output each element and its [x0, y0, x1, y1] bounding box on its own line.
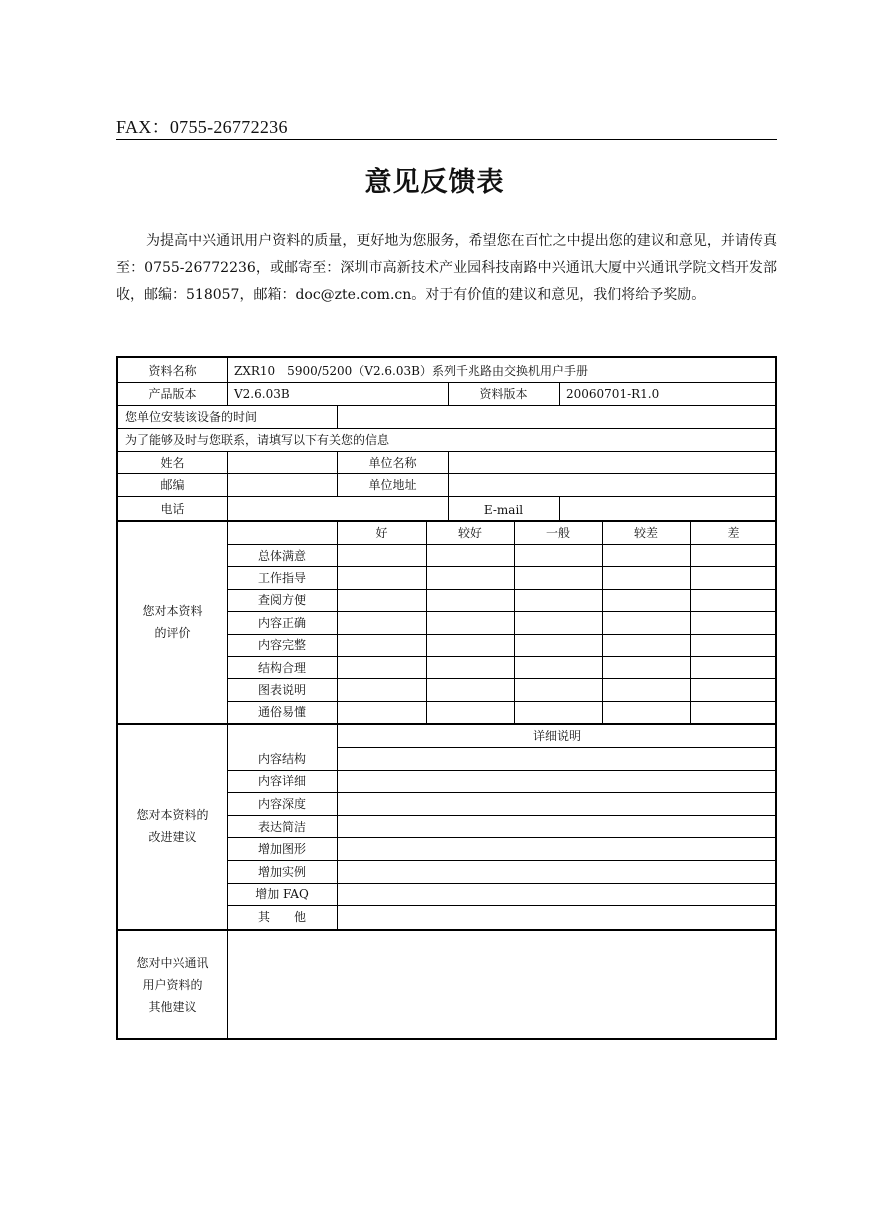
improvement-detail-field[interactable]	[337, 815, 777, 838]
fax-header: FAX：0755-26772236	[116, 117, 288, 137]
company-label: 单位名称	[368, 455, 417, 470]
rating-checkbox-cell[interactable]	[426, 566, 514, 588]
rating-checkbox-cell[interactable]	[602, 634, 690, 656]
improvement-row-label: 增加 FAQ	[255, 887, 309, 902]
improvement-label-line2: 改进建议	[148, 830, 197, 844]
rating-checkbox-cell[interactable]	[337, 656, 426, 678]
rating-checkbox-cell[interactable]	[690, 544, 777, 566]
rating-checkbox-cell[interactable]	[602, 544, 690, 566]
detail-header: 详细说明	[532, 729, 581, 743]
header-rule	[116, 139, 777, 140]
other-label-line1: 您对中兴通讯	[136, 956, 209, 970]
name-label: 姓名	[160, 455, 185, 470]
doc-name-value: ZXR10 5900/5200（V2.6.03B）系列千兆路由交换机用户手册	[234, 363, 588, 378]
improvement-row-label: 增加实例	[257, 864, 306, 879]
intro-paragraph: 为提高中兴通讯用户资料的质量，更好地为您服务，希望您在百忙之中提出您的建议和意见，并请传真至：0755-26772236，或邮寄至：深圳市高新技术产业园科技南路中兴通讯大厦中兴通讯学院文档开发部收，邮编：518057，邮箱：doc@zte.com.cn。对于有价值的建议和意见，我们将给予奖励。	[116, 233, 777, 303]
rating-checkbox-cell[interactable]	[514, 678, 602, 700]
phone-label: 电话	[160, 501, 185, 516]
improvement-row-label: 其 他	[257, 909, 306, 924]
improvement-detail-field[interactable]	[337, 792, 777, 815]
rating-column-header: 较好	[457, 526, 482, 540]
rating-column-header: 较差	[633, 526, 658, 540]
improvement-row-label: 增加图形	[257, 842, 306, 857]
rating-checkbox-cell[interactable]	[514, 701, 602, 723]
evaluation-row-label: 内容正确	[257, 615, 306, 630]
other-label-line2: 用户资料的	[142, 978, 203, 992]
evaluation-row-label: 工作指导	[257, 571, 306, 586]
doc-version-label: 资料版本	[479, 387, 528, 401]
evaluation-label-line1: 您对本资料	[142, 604, 203, 618]
feedback-form	[116, 356, 777, 1040]
rating-checkbox-cell[interactable]	[337, 544, 426, 566]
company-field[interactable]	[448, 451, 777, 473]
evaluation-section-label	[118, 521, 227, 723]
rating-checkbox-cell[interactable]	[602, 656, 690, 678]
improvement-row-label: 内容结构	[257, 751, 306, 766]
rating-checkbox-cell[interactable]	[690, 678, 777, 700]
rating-checkbox-cell[interactable]	[337, 701, 426, 723]
product-version-value: V2.6.03B	[234, 386, 290, 401]
other-label-line3: 其他建议	[148, 1000, 197, 1014]
improvement-row-label: 内容深度	[257, 796, 306, 811]
rating-checkbox-cell[interactable]	[514, 566, 602, 588]
improvement-detail-field[interactable]	[337, 747, 777, 770]
doc-version-value: 20060701-R1.0	[566, 386, 660, 401]
evaluation-label-line2: 的评价	[154, 626, 191, 640]
improvement-detail-field[interactable]	[337, 837, 777, 860]
doc-name-label: 资料名称	[148, 363, 197, 378]
rating-checkbox-cell[interactable]	[426, 656, 514, 678]
rating-checkbox-cell[interactable]	[602, 589, 690, 611]
rating-checkbox-cell[interactable]	[602, 701, 690, 723]
rating-checkbox-cell[interactable]	[602, 611, 690, 633]
evaluation-row-label: 查阅方便	[257, 593, 306, 608]
rating-checkbox-cell[interactable]	[690, 589, 777, 611]
rating-checkbox-cell[interactable]	[602, 566, 690, 588]
address-label: 单位地址	[368, 478, 417, 492]
rating-checkbox-cell[interactable]	[690, 701, 777, 723]
postcode-label: 邮编	[160, 478, 185, 492]
rating-column-header: 差	[727, 526, 740, 540]
rating-checkbox-cell[interactable]	[337, 634, 426, 656]
improvement-detail-field[interactable]	[337, 860, 777, 883]
rating-checkbox-cell[interactable]	[337, 611, 426, 633]
rating-checkbox-cell[interactable]	[426, 589, 514, 611]
rating-column-header: 一般	[545, 526, 570, 540]
postcode-field[interactable]	[227, 473, 337, 496]
improvement-row-label: 内容详细	[257, 774, 306, 789]
rating-checkbox-cell[interactable]	[690, 566, 777, 588]
improvement-detail-field[interactable]	[337, 905, 777, 928]
evaluation-row-label: 内容完整	[257, 638, 306, 653]
rating-checkbox-cell[interactable]	[514, 634, 602, 656]
other-section-label	[118, 930, 227, 1040]
rating-checkbox-cell[interactable]	[690, 611, 777, 633]
rating-checkbox-cell[interactable]	[337, 678, 426, 700]
rating-column-header: 好	[375, 526, 388, 540]
improvement-row-label: 表达简洁	[257, 819, 306, 834]
evaluation-row-label: 总体满意	[257, 548, 306, 563]
email-label: E-mail	[483, 503, 524, 517]
evaluation-row-label: 结构合理	[257, 660, 306, 675]
improvement-label-line1: 您对本资料的	[136, 808, 209, 822]
product-version-label: 产品版本	[148, 387, 197, 401]
phone-field[interactable]	[227, 496, 448, 520]
rating-checkbox-cell[interactable]	[514, 656, 602, 678]
rating-checkbox-cell[interactable]	[426, 611, 514, 633]
rating-checkbox-cell[interactable]	[337, 589, 426, 611]
rating-checkbox-cell[interactable]	[337, 566, 426, 588]
rating-checkbox-cell[interactable]	[690, 634, 777, 656]
rating-checkbox-cell[interactable]	[690, 656, 777, 678]
improvement-section-label	[118, 723, 227, 929]
improvement-detail-field[interactable]	[337, 770, 777, 793]
other-suggestions-field[interactable]	[227, 930, 777, 1040]
evaluation-row-label: 图表说明	[257, 683, 306, 698]
page-title: 意见反馈表	[364, 167, 505, 198]
email-field[interactable]	[559, 496, 777, 520]
rating-checkbox-cell[interactable]	[514, 544, 602, 566]
name-field[interactable]	[227, 451, 337, 473]
rating-checkbox-cell[interactable]	[514, 589, 602, 611]
rating-checkbox-cell[interactable]	[602, 678, 690, 700]
rating-checkbox-cell[interactable]	[426, 701, 514, 723]
install-time-field[interactable]	[337, 405, 777, 428]
contact-prompt: 为了能够及时与您联系，请填写以下有关您的信息	[125, 433, 390, 447]
rating-checkbox-cell[interactable]	[514, 611, 602, 633]
evaluation-row-label: 通俗易懂	[257, 705, 306, 720]
rating-checkbox-cell[interactable]	[426, 634, 514, 656]
address-field[interactable]	[448, 473, 777, 496]
improvement-detail-field[interactable]	[337, 883, 777, 906]
rating-checkbox-cell[interactable]	[426, 678, 514, 700]
install-time-label: 您单位安装该设备的时间	[125, 410, 258, 424]
rating-checkbox-cell[interactable]	[426, 544, 514, 566]
